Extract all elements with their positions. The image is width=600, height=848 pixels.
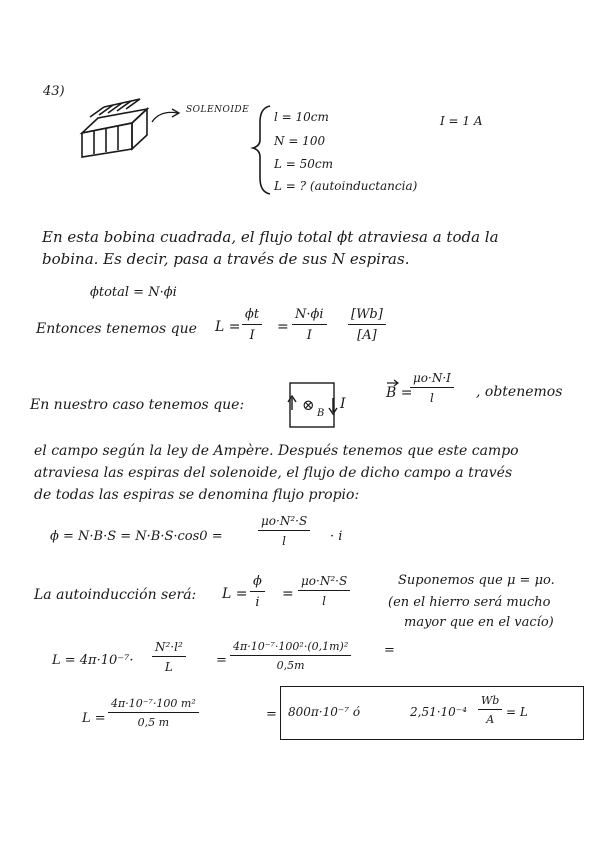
suponemos-text: Suponemos que μ = μo.: [398, 573, 555, 588]
diagram-b-label: B: [317, 408, 325, 419]
calc1-f1-den: L: [164, 660, 173, 674]
result-tail: = L: [506, 705, 528, 719]
calc1-tail: =: [384, 643, 395, 658]
calc2-eq: =: [266, 707, 277, 722]
entonces-f2-den: I: [306, 328, 312, 343]
given-solenoid-length: L = 50cm: [274, 157, 334, 171]
paragraph-1-line-1: En esta bobina cuadrada, el flujo total ϕt atraviesa a toda la: [42, 228, 499, 246]
calc2-lhs: L =: [82, 711, 106, 726]
solenoid-label: SOLENOIDE: [186, 105, 250, 115]
problem-number: 43): [43, 84, 65, 99]
autoinduccion-f1-den: i: [255, 595, 260, 610]
entonces-units: [348, 307, 386, 343]
autoinduccion-fraction-2: [298, 574, 350, 608]
autoinduccion-f1-num: ϕ: [250, 574, 265, 592]
autoinduccion-f2-num: μo·N²·S: [298, 574, 350, 591]
result-unit-fraction: [478, 694, 502, 726]
entonces-f1-den: I: [249, 328, 255, 343]
calc1-eq: =: [216, 653, 227, 668]
entonces-units-num: [Wb]: [348, 307, 386, 325]
b-vector-eq: B =: [386, 385, 413, 401]
paragraph-2-line-2: atraviesa las espiras del solenoide, el flujo de dicho campo a través: [34, 465, 513, 481]
b-fraction: [410, 371, 454, 405]
calc2-den: 0,5 m: [137, 716, 170, 729]
calc1-f1-num: N²·l²: [152, 640, 186, 657]
calc2-num: 4π·10⁻⁷·100 m²: [108, 697, 199, 713]
entonces-f1-num: ϕt: [242, 307, 262, 325]
flux-den: l: [282, 534, 287, 548]
solenoid-sketch-icon: [82, 99, 147, 157]
diagram-center-cross: ⊗: [302, 396, 315, 414]
result-value-decimal: 2,51·10⁻⁴: [410, 705, 467, 719]
entonces-units-den: [A]: [357, 328, 377, 343]
entonces-f2-num: N·ϕi: [292, 307, 327, 325]
given-unknown: L = ? (autoinductancia): [274, 179, 418, 193]
paragraph-1-line-2: bobina. Es decir, pasa a través de sus N espiras.: [42, 250, 410, 268]
b-num: μo·N·I: [410, 371, 454, 388]
flux-fraction: [258, 514, 310, 548]
note-line-1: (en el hierro será mucho: [388, 595, 551, 610]
result-value-pi: 800π·10⁻⁷ ó: [288, 705, 361, 719]
calc2-fraction: [108, 697, 199, 729]
calc1-lhs: L = 4π·10⁻⁷·: [52, 653, 134, 668]
calc1-fraction-2: [230, 640, 351, 672]
calc1-f2-den: 0,5m: [276, 659, 305, 672]
b-den: l: [430, 391, 434, 405]
flux-lhs: ϕ = N·B·S = N·B·S·cos0 =: [50, 529, 223, 544]
autoinduccion-fraction-1: [250, 574, 265, 610]
autoinduccion-eq2: =: [282, 586, 294, 602]
entonces-l-eq: L =: [215, 319, 241, 335]
entonces-text: Entonces tenemos que: [36, 321, 197, 337]
entonces-eq2: =: [277, 319, 289, 335]
entonces-fraction-2: [292, 307, 327, 343]
note-line-2: mayor que en el vacío): [404, 615, 554, 630]
given-current: I = 1 A: [440, 114, 483, 128]
result-unit-den: A: [486, 713, 495, 726]
paragraph-2-line-3: de todas las espiras se denomina flujo propio:: [34, 487, 360, 503]
autoinduccion-f2-den: l: [322, 594, 327, 608]
given-turns: N = 100: [274, 134, 326, 148]
pointer-arrow-icon: [152, 112, 178, 122]
flux-tail: · i: [330, 529, 343, 544]
calc1-f2-num: 4π·10⁻⁷·100²·(0,1m)²: [230, 640, 351, 656]
entonces-fraction-1: [242, 307, 262, 343]
nuestro-caso-text: En nuestro caso tenemos que:: [30, 397, 245, 413]
result-unit-num: Wb: [478, 694, 502, 710]
phi-total-equation: ϕtotal = N·ϕi: [90, 285, 177, 300]
left-brace-icon: [253, 106, 270, 194]
flux-num: μo·N²·S: [258, 514, 310, 531]
obtenemos-text: , obtenemos: [476, 384, 563, 400]
diagram-i-label: I: [340, 396, 346, 412]
paragraph-2-line-1: el campo según la ley de Ampère. Después tenemos que este campo: [34, 443, 519, 459]
given-length: l = 10cm: [274, 110, 329, 124]
autoinduccion-text: La autoinducción será:: [34, 587, 197, 603]
autoinduccion-l-eq: L =: [222, 586, 248, 602]
calc1-fraction-1: [152, 640, 186, 674]
